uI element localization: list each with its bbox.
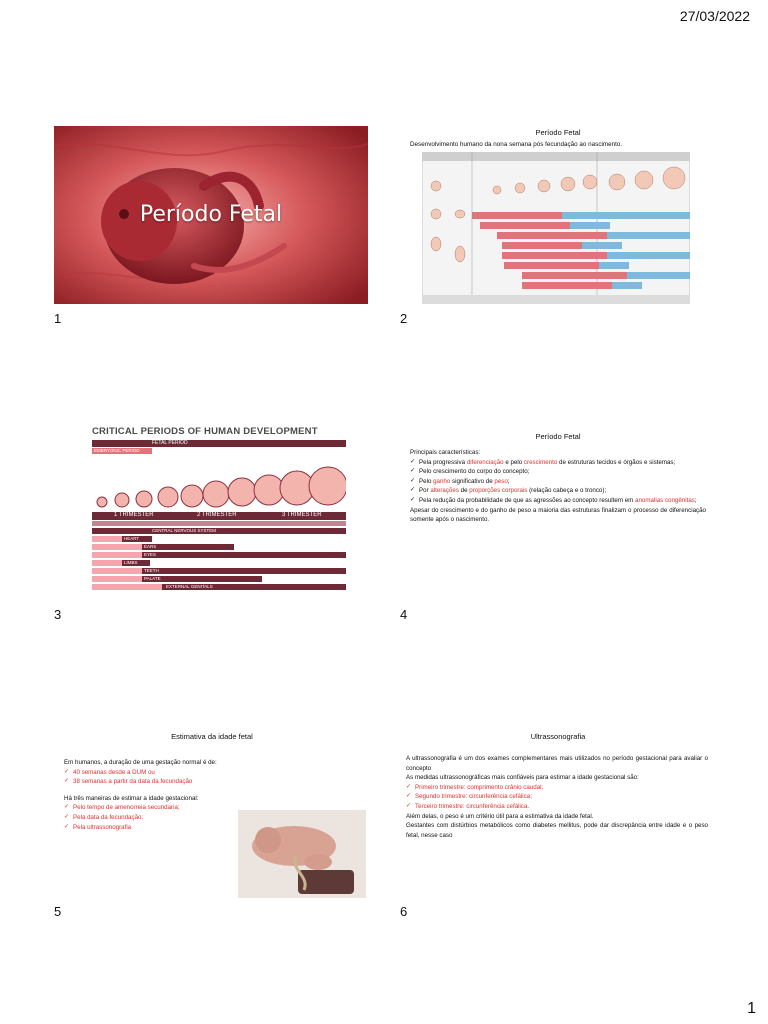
slide-number: 4 <box>400 607 408 622</box>
list-item: ✓ Por alterações de proporções corporais (relação cabeça e o tronco); <box>410 486 706 496</box>
system-bar-heart <box>122 536 152 542</box>
slide-2 <box>400 126 716 304</box>
system-bar-genitals-critical <box>92 584 162 590</box>
slide-1 <box>54 126 368 304</box>
list-item: ✓ 38 semanas a partir da data da fecundação <box>64 777 244 787</box>
system-bar-eyes-critical <box>92 552 142 558</box>
list-item: ✓ Pelo tempo de amenorreia secundaria; <box>64 803 244 813</box>
slide-2-title: Período Fetal <box>535 128 581 137</box>
slide-2-subtitle: Desenvolvimento humano da nona semana pós fecundação ao nascimento. <box>410 141 623 148</box>
paragraph: As medidas ultrassonográficas mais confiáveis para estimar a idade gestacional são: <box>406 774 639 782</box>
fetal-period-label: FETAL PERIOD <box>152 440 188 446</box>
system-bar-ears-critical <box>92 544 142 550</box>
characteristics-list <box>410 458 706 506</box>
newborn-photo <box>238 810 366 898</box>
system-label: HEART <box>124 536 140 541</box>
week-scale <box>92 521 346 526</box>
measures-list <box>406 783 708 812</box>
embryonic-period-label: EMBRYONIC PERIOD <box>94 448 140 453</box>
list-item: ✓ Primeiro trimestre: comprimento crânio caudal; <box>406 783 708 793</box>
paragraph: Gestantes com distúrbios metabólicos como diabetes mellitus, pode dar discrepância entre idade e o peso fetal, nesse caso <box>406 822 708 839</box>
list-item: ✓ Pela redução da probabilidade de que as agressões ao concepto resultem em anomalias congênitas; <box>410 496 706 506</box>
slide-number: 6 <box>400 904 408 919</box>
methods-intro: Há três maneiras de estimar a idade gestacional: <box>64 794 199 802</box>
system-bar-teeth-critical <box>92 568 142 574</box>
trimester-2-label: 2 TRIMESTER <box>197 512 237 518</box>
intro-text: Em humanos, a duração de uma gestação normal é de: <box>64 759 217 766</box>
list-item: ✓ Segundo trimestre: circunferência cefálica; <box>406 792 708 802</box>
durations-list <box>64 768 244 787</box>
system-bar-palate-critical <box>92 576 142 582</box>
page-date: 27/03/2022 <box>679 8 750 24</box>
slide-5-body <box>64 758 244 832</box>
list-item: ✓ Pela ultrassonografia <box>64 823 244 833</box>
trimester-1-label: 1 TRIMESTER <box>114 512 154 518</box>
system-bar-teeth <box>142 568 346 574</box>
intro-text: Principais características: <box>410 449 481 456</box>
trimester-bar <box>92 512 346 520</box>
slide-6-title: Ultrassonografia <box>530 732 586 741</box>
list-item: ✓ Pela data da fecundação; <box>64 813 244 823</box>
system-bar-cns <box>92 528 346 534</box>
system-label: EARS <box>144 544 157 549</box>
methods-list <box>64 803 244 832</box>
system-label: LIMBS <box>124 560 138 565</box>
list-item: ✓ Pelo ganho significativo de peso; <box>410 477 706 487</box>
system-bar-limbs <box>122 560 150 566</box>
slide-number: 5 <box>54 904 62 919</box>
slide-5 <box>54 730 370 902</box>
system-bar-eyes <box>142 552 346 558</box>
list-item: ✓ Pela progressiva diferenciação e pelo crescimento de estruturas tecidos e órgãos e sistemas; <box>410 458 706 468</box>
system-label: PALATE <box>144 576 161 581</box>
system-label: TEETH <box>144 568 159 573</box>
trimester-3-label: 3 TRIMESTER <box>282 512 322 518</box>
slide-1-title: Período Fetal <box>139 202 283 227</box>
system-bar-limbs-critical <box>92 560 122 566</box>
list-item: ✓ Pelo crescimento do corpo do concepto; <box>410 467 706 477</box>
slide-6 <box>400 730 716 902</box>
slide-number: 1 <box>54 311 62 326</box>
page-number: 1 <box>747 1000 756 1017</box>
fetal-growth-illustration <box>92 454 346 510</box>
slide-3 <box>88 420 350 604</box>
closing-text: Apesar do crescimento e do ganho de peso a maioria das estruturas finalizam o processo de diferenciação somente após o nascimento. <box>410 506 706 524</box>
list-item: ✓ 40 semanas desde a DUM ou <box>64 768 244 778</box>
slide-4-title: Período Fetal <box>535 432 581 441</box>
system-label: CENTRAL NERVOUS SYSTEM <box>152 528 217 533</box>
slide-number: 3 <box>54 607 62 622</box>
system-bar-palate <box>142 576 262 582</box>
fetal-period-bar <box>92 440 346 447</box>
slide-4-body <box>410 448 706 525</box>
paragraph: A ultrassonografia é um dos exames complementares mais utilizados no período gestacional para avaliar o concepto <box>406 755 708 772</box>
slide-5-title: Estimativa da idade fetal <box>171 732 253 741</box>
system-bar-genitals <box>162 584 346 590</box>
slide-3-title: CRITICAL PERIODS OF HUMAN DEVELOPMENT <box>92 426 318 437</box>
development-timeline-chart <box>422 152 690 304</box>
list-item: ✓ Terceiro trimestre: circunferência cefálica. <box>406 802 708 812</box>
slide-number: 2 <box>400 311 408 326</box>
slide-6-body <box>406 754 708 840</box>
slide-4 <box>400 430 716 602</box>
paragraph: Além delas, o peso é um critério útil para a estimativa da idade fetal. <box>406 812 594 820</box>
system-label: EXTERNAL GENITALS <box>166 584 213 589</box>
system-label: EYES <box>144 552 157 557</box>
system-bar-ears <box>142 544 234 550</box>
system-bar-heart-critical <box>92 536 122 542</box>
